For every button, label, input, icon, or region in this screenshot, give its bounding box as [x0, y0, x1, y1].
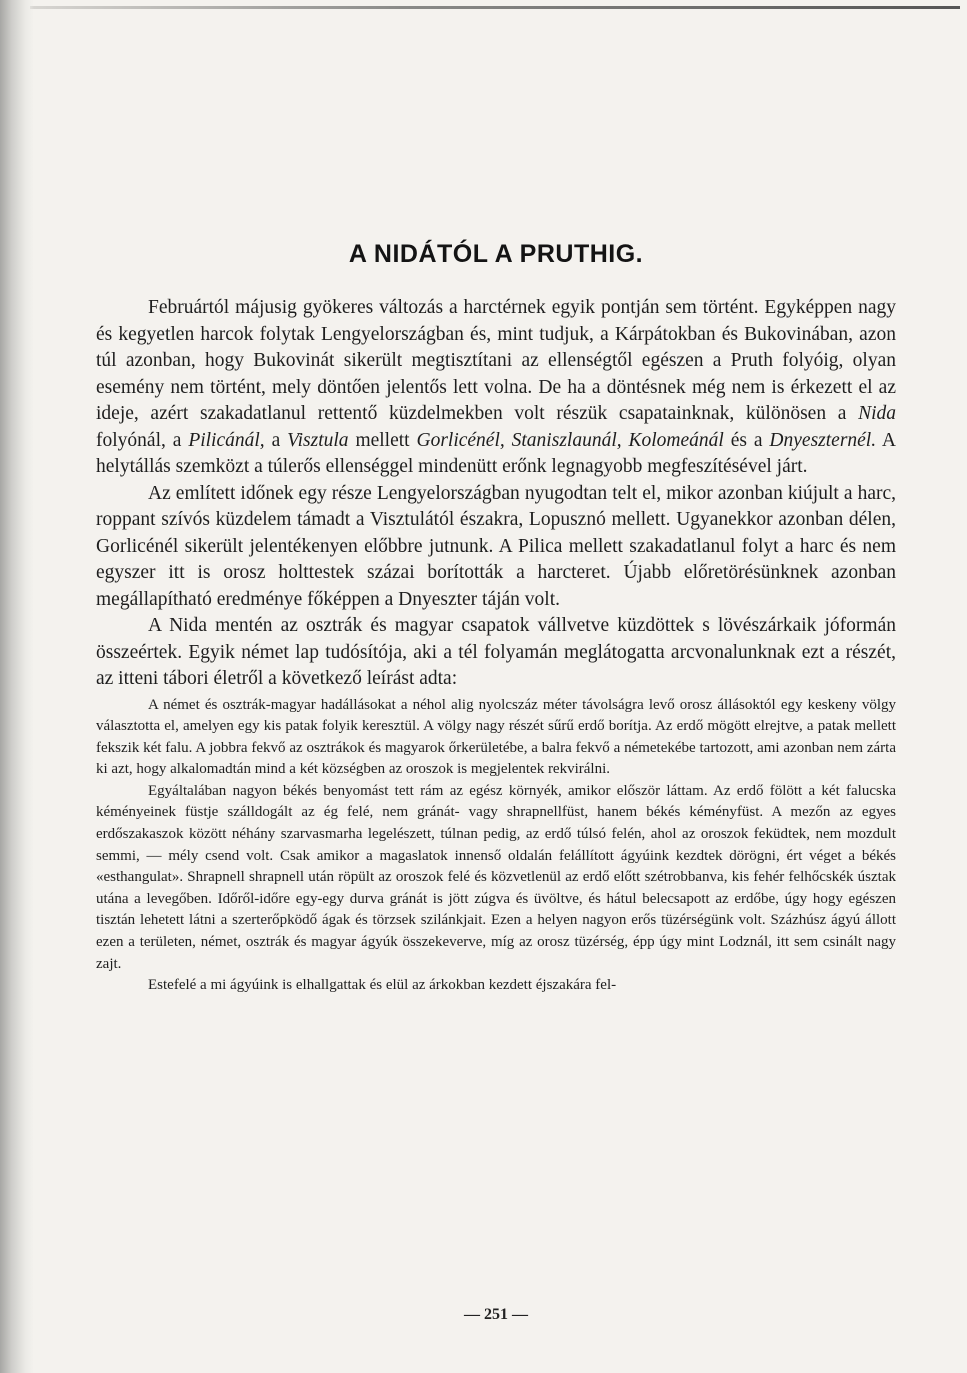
paragraph-1: [96, 295, 896, 481]
p1-text-a: Februártól májusig gyökeres változás a harctérnek egyik pontján sem történt. Egyképpen nagy és kegyetlen harcok folytak Lengyelországban és, mint tudjuk, a Kárpátokban és Bukovinában, azon túl azonban, hogy Bukovinát sikerült megtisztítani az ellenségtől egészen a Pruth folyóig, olyan esemény nem történt, mely döntően jelentős lett volna. De ha a döntésnek még nem is érkezett el az ideje, azért szakadatlanul rettentő küzdelmekben volt részük csapatainknak, különösen a: [96, 297, 896, 424]
p1-text-c: a: [264, 429, 288, 451]
page-number: — 251 —: [464, 1306, 528, 1323]
body-text: [96, 295, 896, 997]
quote-paragraph-2: Egyáltalában nagyon békés benyomást tett rám az egész környék, amikor először láttam. Az erdő fölött a két falucska kéményeinek füstje szálldogált az ég felé, nem gránát- vagy shrapnellfüst, hanem békés kéményfüst. A mezőn az egyes erdőszakaszok között néhány szarvasmarha legelészett, túlnan pedig, az erdő túlsó felén, ahol az oroszok feküdtek, nem mozdult semmi, — mély csend volt. Csak amikor a magaslatok innenső oldalán felállított ágyúink kezdtek dörögni, ért véget a békés «esthangulat». Shrapnell shrapnell után röpült az oroszok felé és közvetlenül az erdő előtt szétrobbanva, kis fehér felhőcskék úsztak utána a levegőben. Időről-időre egy-egy durva gránát is jött zúgva és üvöltve, és hátul belecsapott az erdőbe, úgy hogy egészen tisztán lehetett látni a szerterőpködő ágak és törzsek szilánkjait. Ezen a helyen nagyon erős tüzérségünk volt. Százhúsz ágyú állott ezen a területen, német, osztrák és magyar ágyúk összekeverve, míg az orosz tüzérség, épp úgy mint Lodznál, itt sem csinált nagy zajt.: [96, 782, 896, 972]
p1-text-d: mellett: [348, 429, 417, 451]
quote-paragraph-1: A német és osztrák-magyar hadállásokat a néhol alig nyolcszáz méter távolságra levő orosz állásoktól egy keskeny völgy választotta el, amelyen egy kis patak folyik keresztül. A völgy nagy részét sűrű erdő borítja. Az erdő mögött elrejtve, a patak mellett fekszik két falu. A jobbra fekvő az osztrákok és magyarok őrkerületébe, a balra fekvő a németekébe tartozott, ami azonban nem zárta ki azt, hogy alkalomadtán mind a két községben az oroszok is megjelentek rekvirálni.: [96, 696, 896, 778]
p1-text-e: és a: [723, 429, 770, 451]
p1-place-visztula: Visztula: [287, 429, 349, 451]
p1-text-f: A helytállás szemközt a túlerős ellenséggel mindenütt erőnk legnagyobb megfeszítésével járt.: [96, 429, 897, 477]
p1-places: Gorlicénél, Staniszlaunál, Kolomeánál: [416, 429, 724, 451]
p1-place-nida: Nida: [858, 403, 896, 424]
scan-binding-shadow: [0, 0, 34, 1373]
p1-place-pilica: Pilicánál,: [188, 429, 265, 451]
p1-text-b: folyónál, a: [96, 429, 189, 451]
paragraph-3: A Nida mentén az osztrák és magyar csapatok vállvetve küzdöttek s lövészárkaik jóformán összeértek. Egyik német lap tudósítója, aki a tél folyamán meglátogatta arcvonalunknak ezt a részét, az itteni tábori életről a következő leírást adta:: [96, 615, 896, 689]
p1-place-dnyeszter: Dnyeszternél.: [769, 429, 877, 451]
chapter-title: A NIDÁTÓL A PRUTHIG.: [348, 240, 644, 268]
top-edge-rule: [30, 6, 960, 9]
paragraph-2: Az említett időnek egy része Lengyelországban nyugodtan telt el, mikor azonban kiújult a harc, roppant szívós küzdelem támadt a Visztulától északra, Lopusznó mellett. Ugyanekkor azonban délen, Gorlicénél sikerült jelentékenyen előbbre jutnunk. A Pilica mellett szakadatlanul folyt a harc és nem egyszer itt is orosz holttestek százai borították a harcteret. Újabb előretörésünknek azonban megállapítható eredménye főképpen a Dnyeszter táján volt.: [96, 482, 896, 610]
quote-paragraph-3: Estefelé a mi ágyúink is elhallgattak és elül az árkokban kezdett éjszakára fel-: [148, 977, 617, 994]
quoted-report: [96, 695, 896, 997]
